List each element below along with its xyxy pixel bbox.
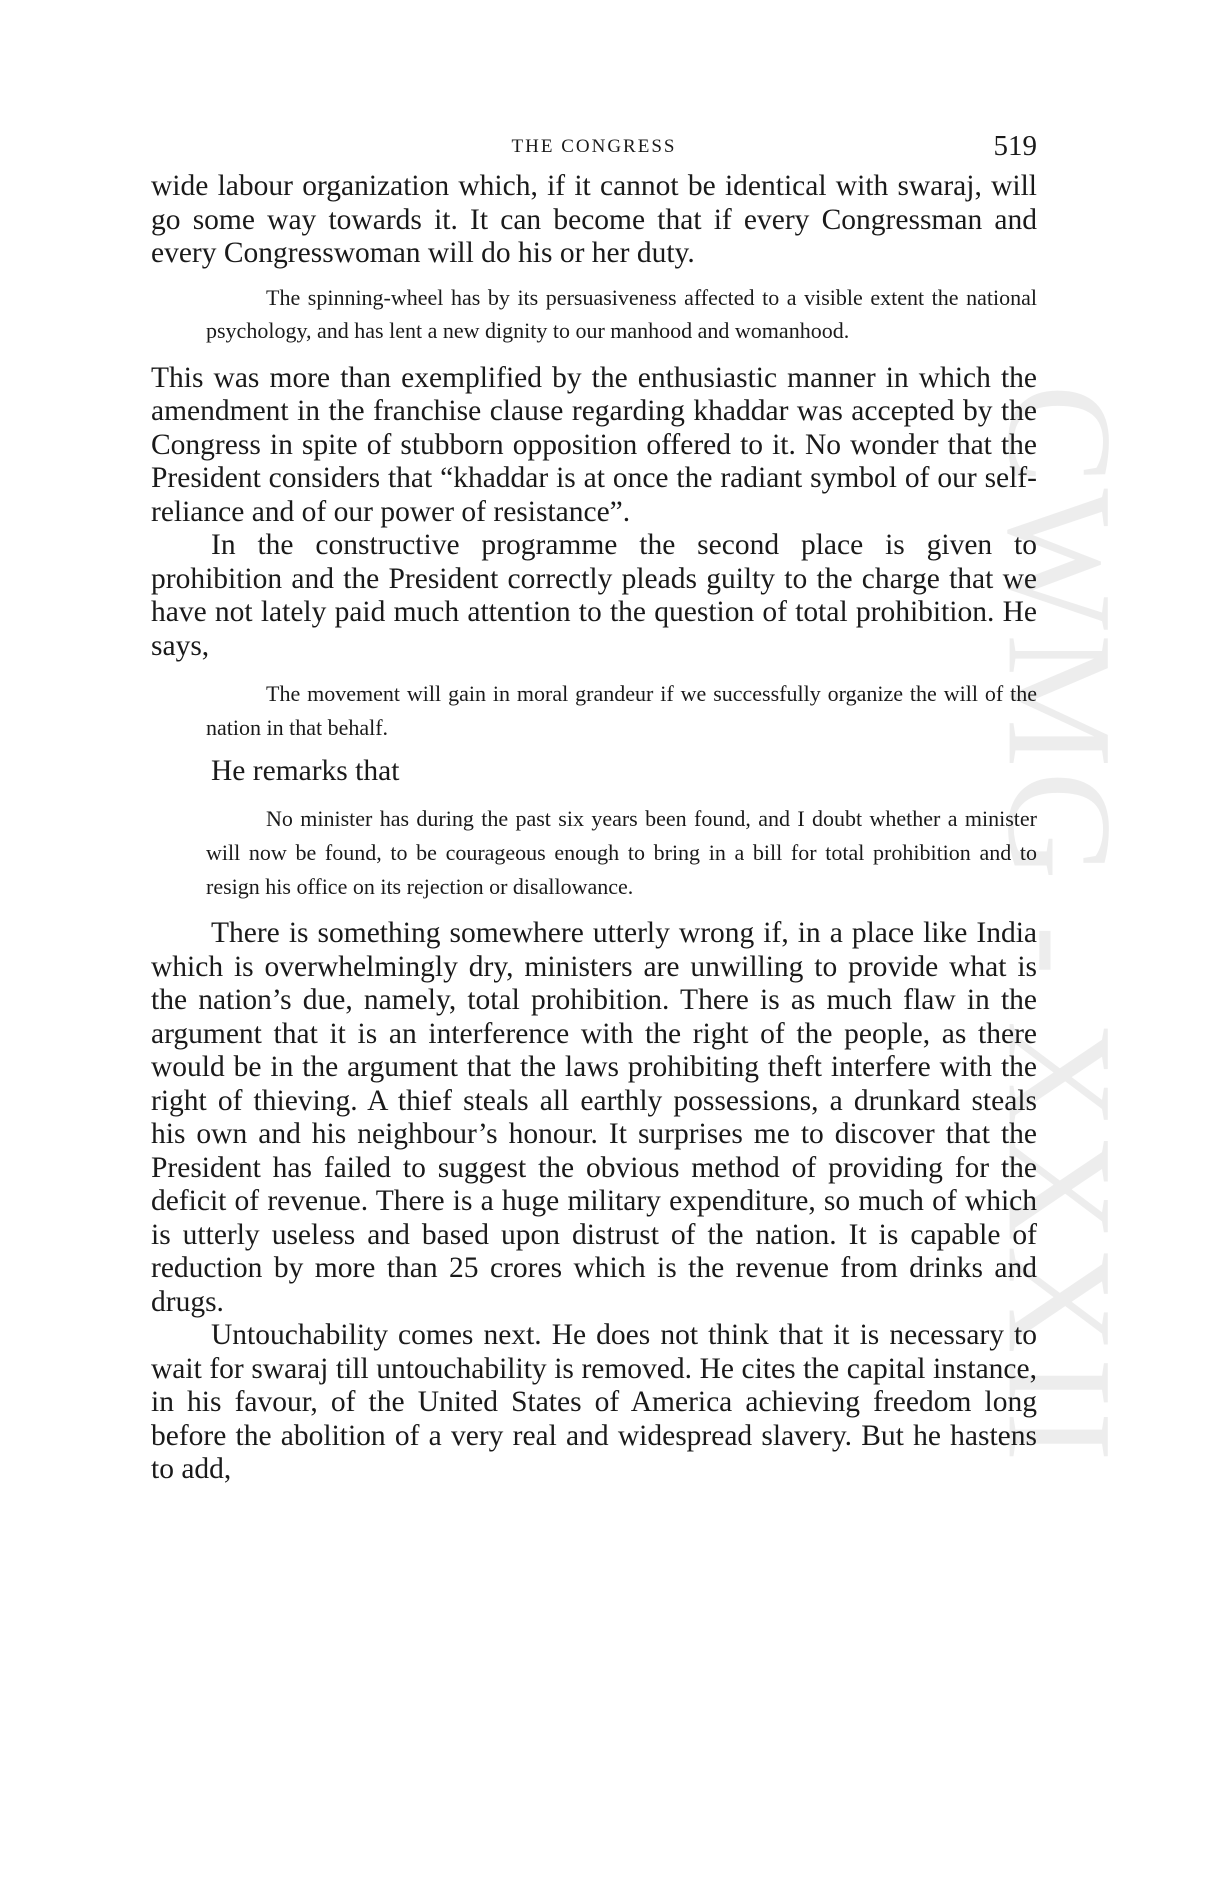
paragraph-5: There is something somewhere utterly wrong if, in a place like India which is overwhelmingly dry, ministers are unwilling to provide what is the nation’s due, namely, total prohibition. There is as much flaw in the argument that it is an interference with the right of the people, as there would be in the argument that the laws prohibiting theft interfere with the right of thieving. A thief steals all earthly possessions, a drunkard steals his own and his neighbour’s honour. It surprises me to discover that the President has failed to suggest the obvious method of providing for the deficit of revenue. There is a huge military expenditure, so much of which is utterly useless and based upon distrust of the nation. It is capable of reduction by more than 25 crores which is the revenue from drinks and drugs. — [151, 917, 1037, 1318]
paragraph-2: This was more than exemplified by the enthusiastic manner in which the amendment in the franchise clause regarding khaddar was accepted by the Congress in spite of stubborn opposition offered to it. No wonder that the President considers that “khaddar is at once the radiant symbol of our self-reliance and of our power of resistance”. — [151, 361, 1037, 528]
paragraph-1: wide labour organization which, if it cannot be identical with swaraj, will go some way towards it. It can become that if every Congressman and every Congresswoman will do his or her duty. — [151, 170, 1037, 269]
page — [151, 130, 1037, 1487]
paragraph-3: In the constructive programme the second place is given to prohibition and the President correctly pleads guilty to the charge that we have not lately paid much attention to the question of total prohibition. He says, — [151, 529, 1037, 662]
running-title: THE CONGRESS — [511, 136, 677, 157]
paragraph-6: Untouchability comes next. He does not think that it is necessary to wait for swaraj till untouchability is removed. He cites the capital instance, in his favour, of the United States of America achieving freedom long before the abolition of a very real and widespread slavery. But he hastens to add, — [151, 1319, 1037, 1486]
paragraph-4: He remarks that — [211, 754, 400, 787]
watermark-text: CWMG - XXXII — [977, 384, 1143, 1466]
running-head — [151, 130, 1037, 170]
page-number: 519 — [993, 130, 1037, 162]
quote-2: The movement will gain in moral grandeur if we successfully organize the will of the nation in that behalf. — [206, 681, 1037, 741]
quote-3: No minister has during the past six years been found, and I doubt whether a minister will now be found, to be courageous enough to bring in a bill for total prohibition and to resign his office on its rejection or disallowance. — [206, 806, 1037, 899]
quote-1: The spinning-wheel has by its persuasiveness affected to a visible extent the national psychology, and has lent a new dignity to our manhood and womanhood. — [206, 284, 1037, 344]
